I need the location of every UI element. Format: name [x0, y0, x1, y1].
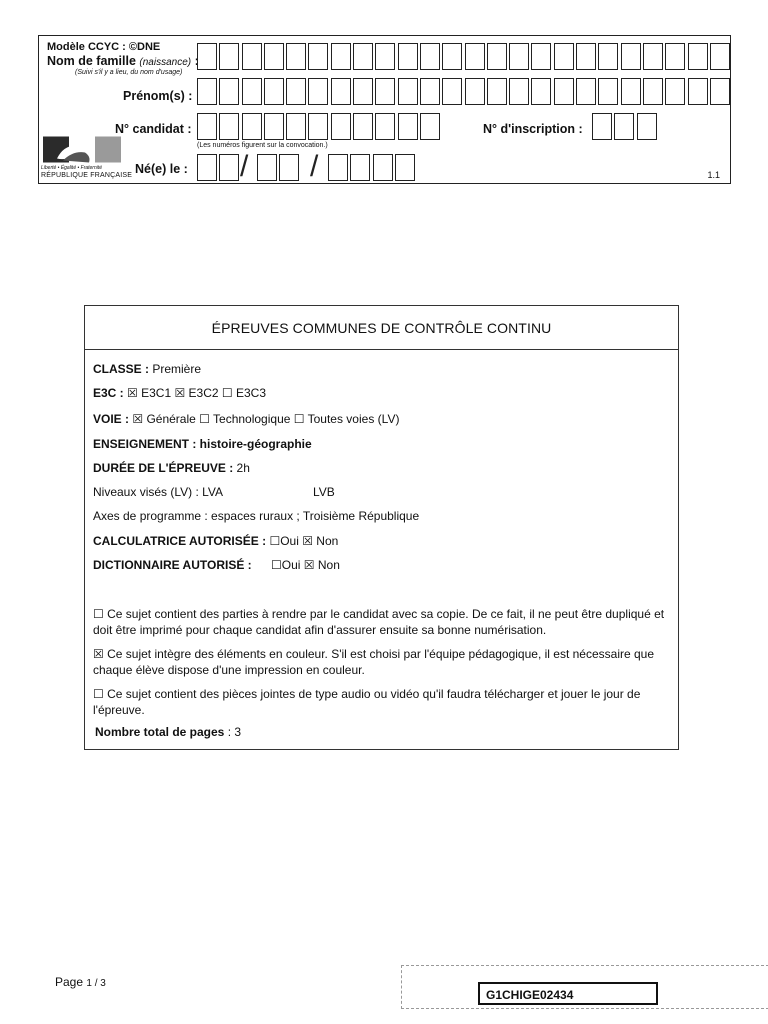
- voie-options: ☒ Générale ☐ Technologique ☐ Toutes voies (LV): [129, 412, 400, 426]
- candidate-number-field[interactable]: [197, 113, 442, 140]
- letter-cell[interactable]: [554, 43, 574, 70]
- letter-cell[interactable]: [219, 78, 239, 105]
- letter-cell[interactable]: [197, 78, 217, 105]
- logo-text: RÉPUBLIQUE FRANÇAISE: [41, 172, 133, 179]
- letter-cell[interactable]: [398, 113, 418, 140]
- letter-cell[interactable]: [688, 43, 708, 70]
- letter-cell[interactable]: [509, 43, 529, 70]
- letter-cell[interactable]: [375, 113, 395, 140]
- family-name-label: [47, 54, 199, 68]
- niveaux-lvb: LVB: [313, 485, 335, 499]
- exam-info-box: [84, 305, 679, 750]
- form-version: 1.1: [707, 170, 720, 180]
- letter-cell[interactable]: [598, 78, 618, 105]
- letter-cell[interactable]: [665, 43, 685, 70]
- registration-number-field[interactable]: [592, 113, 659, 140]
- letter-cell[interactable]: [286, 43, 306, 70]
- family-name-colon: :: [191, 54, 199, 68]
- letter-cell[interactable]: [242, 78, 262, 105]
- digit-cell[interactable]: [395, 154, 415, 181]
- letter-cell[interactable]: [420, 113, 440, 140]
- niveaux-label: Niveaux visés (LV) : LVA: [93, 485, 224, 499]
- letter-cell[interactable]: [420, 43, 440, 70]
- letter-cell[interactable]: [264, 113, 284, 140]
- letter-cell[interactable]: [308, 43, 328, 70]
- registration-label: N° d'inscription :: [483, 122, 583, 136]
- enseignement-value: histoire-géographie: [196, 437, 312, 451]
- digit-cell[interactable]: [350, 154, 370, 181]
- letter-cell[interactable]: [598, 43, 618, 70]
- note-color: ☒ Ce sujet intègre des éléments en couleur. S'il est choisi par l'équipe pédagogique, il est nécessaire que chaque élève dispose d'une impression en couleur.: [93, 647, 655, 677]
- letter-cell[interactable]: [643, 78, 663, 105]
- model-label: Modèle CCYC : ©DNE: [47, 41, 161, 53]
- letter-cell[interactable]: [219, 43, 239, 70]
- letter-cell[interactable]: [554, 78, 574, 105]
- digit-cell[interactable]: [373, 154, 393, 181]
- birth-month-field[interactable]: [257, 154, 302, 181]
- birth-year-field[interactable]: [328, 154, 417, 181]
- birth-day-field[interactable]: [197, 154, 242, 181]
- total-pages-row: [95, 725, 241, 739]
- classe-row: [93, 362, 201, 376]
- letter-cell[interactable]: [264, 78, 284, 105]
- letter-cell[interactable]: [621, 78, 641, 105]
- letter-cell[interactable]: [487, 43, 507, 70]
- first-name-label: Prénom(s) :: [123, 89, 193, 103]
- total-pages-value: : 3: [224, 725, 242, 739]
- digit-cell[interactable]: [257, 154, 277, 181]
- note-copy-return: ☐ Ce sujet contient des parties à rendre par le candidat avec sa copie. De ce fait, il ne peut être dupliqué et doit être imprimé pour chaque candidat afin d'assurer ensuite sa bonne numérisation.: [93, 607, 665, 637]
- digit-cell[interactable]: [279, 154, 299, 181]
- letter-cell[interactable]: [710, 43, 730, 70]
- total-pages-label: Nombre total de pages: [95, 725, 225, 739]
- letter-cell[interactable]: [665, 78, 685, 105]
- letter-cell[interactable]: [242, 113, 262, 140]
- letter-cell[interactable]: [688, 78, 708, 105]
- letter-cell[interactable]: [197, 43, 217, 70]
- letter-cell[interactable]: [637, 113, 657, 140]
- calculatrice-label: CALCULATRICE AUTORISÉE :: [93, 534, 267, 548]
- letter-cell[interactable]: [286, 78, 306, 105]
- family-name-note: (Suivi s'il y a lieu, du nom d'usage): [75, 69, 183, 76]
- candidate-number-label: N° candidat :: [115, 122, 192, 136]
- date-separator: /: [310, 150, 319, 183]
- candidate-number-note: (Les numéros figurent sur la convocation.): [197, 142, 328, 149]
- subject-code: G1CHIGE02434: [478, 982, 658, 1005]
- date-separator: /: [240, 150, 249, 183]
- letter-cell[interactable]: [331, 43, 351, 70]
- letter-cell[interactable]: [219, 113, 239, 140]
- birth-date-label: Né(e) le :: [135, 162, 188, 176]
- e3c-label: E3C :: [93, 386, 124, 400]
- letter-cell[interactable]: [442, 78, 462, 105]
- letter-cell[interactable]: [375, 78, 395, 105]
- duree-value: 2h: [233, 461, 250, 475]
- letter-cell[interactable]: [531, 78, 551, 105]
- letter-cell[interactable]: [375, 43, 395, 70]
- letter-cell[interactable]: [264, 43, 284, 70]
- letter-cell[interactable]: [614, 113, 634, 140]
- letter-cell[interactable]: [420, 78, 440, 105]
- letter-cell[interactable]: [621, 43, 641, 70]
- e3c-options: ☒ E3C1 ☒ E3C2 ☐ E3C3: [123, 386, 267, 400]
- dictionnaire-options: ☐Oui ☒ Non: [267, 558, 340, 572]
- voie-label: VOIE :: [93, 412, 130, 426]
- letter-cell[interactable]: [353, 113, 373, 140]
- classe-value: Première: [149, 362, 202, 376]
- e3c-row: [93, 386, 266, 400]
- letter-cell[interactable]: [286, 113, 306, 140]
- dictionnaire-label: DICTIONNAIRE AUTORISÉ :: [93, 558, 252, 572]
- duree-row: [93, 461, 250, 475]
- calculatrice-options: ☐Oui ☒ Non: [266, 534, 339, 548]
- letter-cell[interactable]: [576, 78, 596, 105]
- letter-cell[interactable]: [710, 78, 730, 105]
- family-name-field[interactable]: [197, 43, 732, 70]
- classe-label: CLASSE :: [93, 362, 150, 376]
- letter-cell[interactable]: [353, 43, 373, 70]
- family-name-label-text: Nom de famille: [47, 54, 136, 68]
- calculatrice-row: [93, 534, 338, 548]
- note-media: ☐ Ce sujet contient des pièces jointes de type audio ou vidéo qu'il faudra télécharger et jouer le jour de l'épreuve.: [93, 687, 641, 717]
- letter-cell[interactable]: [531, 43, 551, 70]
- letter-cell[interactable]: [353, 78, 373, 105]
- letter-cell[interactable]: [442, 43, 462, 70]
- digit-cell[interactable]: [219, 154, 239, 181]
- letter-cell[interactable]: [465, 43, 485, 70]
- letter-cell[interactable]: [197, 113, 217, 140]
- niveaux-row: [93, 485, 335, 499]
- candidate-identity-header: [38, 35, 731, 184]
- first-name-field[interactable]: [197, 78, 732, 105]
- page-prefix: Page: [55, 975, 87, 989]
- letter-cell[interactable]: [487, 78, 507, 105]
- page-number: [55, 975, 106, 989]
- letter-cell[interactable]: [308, 113, 328, 140]
- letter-cell[interactable]: [592, 113, 612, 140]
- logo-motto: Liberté • Égalité • Fraternité: [41, 165, 103, 171]
- axes-row: Axes de programme : espaces ruraux ; Troisième République: [93, 509, 420, 523]
- letter-cell[interactable]: [398, 78, 418, 105]
- page-number-value: 1 / 3: [86, 978, 106, 989]
- letter-cell[interactable]: [465, 78, 485, 105]
- letter-cell[interactable]: [398, 43, 418, 70]
- digit-cell[interactable]: [328, 154, 348, 181]
- dictionnaire-row: [93, 558, 340, 572]
- enseignement-row: [93, 437, 312, 451]
- letter-cell[interactable]: [331, 113, 351, 140]
- family-name-hint: (naissance): [139, 57, 192, 68]
- letter-cell[interactable]: [576, 43, 596, 70]
- letter-cell[interactable]: [242, 43, 262, 70]
- letter-cell[interactable]: [643, 43, 663, 70]
- enseignement-label: ENSEIGNEMENT :: [93, 437, 197, 451]
- voie-row: [93, 412, 399, 426]
- duree-label: DURÉE DE L'ÉPREUVE :: [93, 461, 234, 475]
- letter-cell[interactable]: [308, 78, 328, 105]
- letter-cell[interactable]: [509, 78, 529, 105]
- digit-cell[interactable]: [197, 154, 217, 181]
- letter-cell[interactable]: [331, 78, 351, 105]
- exam-title: ÉPREUVES COMMUNES DE CONTRÔLE CONTINU: [85, 306, 678, 350]
